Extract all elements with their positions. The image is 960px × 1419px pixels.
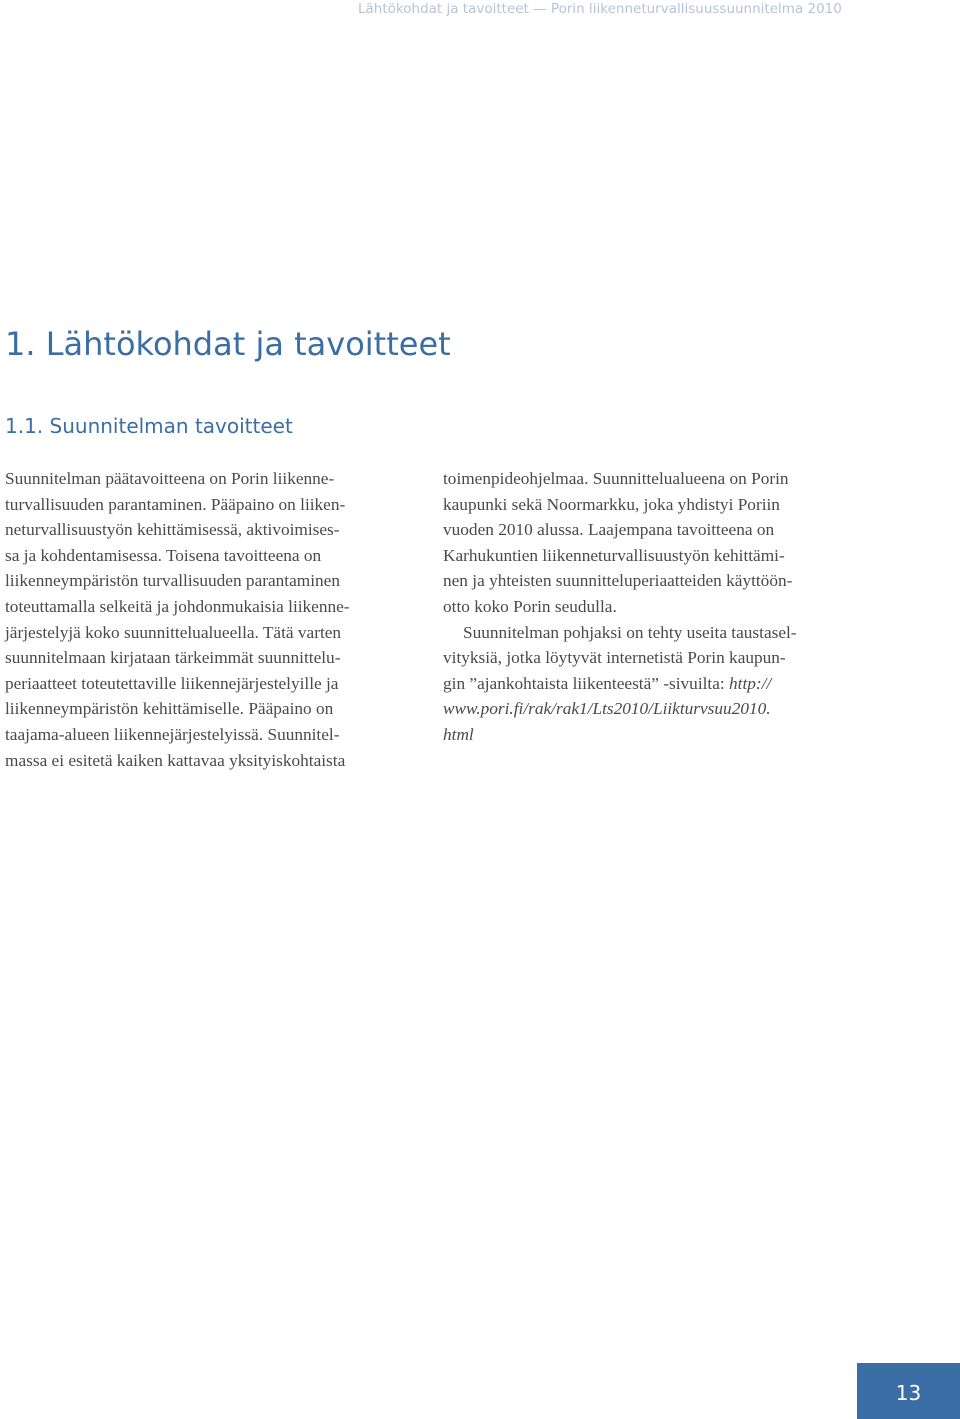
text-line: massa ei esitetä kaiken kattavaa yksityiskohtaista [5,750,346,770]
text-line: Suunnitelman päätavoitteena on Porin liikenne- [5,469,335,488]
paragraph-2 [443,620,863,748]
text-line: toimenpideohjelmaa. Suunnittelualueena on Porin [443,469,789,488]
text-line: neturvallisuustyön kehittämisessä, aktivoimises- [5,520,340,540]
text-line: taajama-alueen liikennejärjestelyissä. Suunnitel- [5,724,340,744]
page-number-box [857,1363,960,1419]
url-link-part[interactable]: http:// [729,673,772,693]
body-column-left [5,466,425,773]
text-line: suunnitelmaan kirjataan tärkeimmät suunnittelu- [5,648,341,668]
text-line: nen ja yhteisten suunnitteluperiaatteiden käyttöön- [443,571,793,591]
text-line: kaupunki sekä Noormarkku, joka yhdistyi Poriin [443,494,780,514]
text-line: liikenneympäristön turvallisuuden parantaminen [5,571,340,591]
paragraph-1 [5,466,425,773]
text-line: Suunnitelman pohjaksi on tehty useita taustasel- [463,622,797,642]
text-line: turvallisuuden parantaminen. Pääpaino on liiken- [5,494,346,514]
text-line [443,722,863,748]
text-line: periaatteet toteutettaville liikennejärjestelyille ja [5,673,339,693]
paragraph-1-continued [443,466,863,620]
running-header: Lähtökohdat ja tavoitteet — Porin liikenneturvallisuussuunnitelma 2010 [358,1,842,17]
text-line: toteuttamalla selkeitä ja johdonmukaisia liikenne- [5,596,350,616]
url-link-part[interactable]: www.pori.fi/rak/rak1/Lts2010/Liikturvsuu2010. [443,699,771,719]
text-line: vityksiä, jotka löytyvät internetistä Porin kaupun- [443,648,786,668]
section-title: 1.1. Suunnitelman tavoitteet [5,414,293,438]
text-line: vuoden 2010 alussa. Laajempana tavoitteena on [443,520,775,540]
body-column-right [443,466,863,748]
text-fragment: gin ”ajankohtaista liikenteestä” -sivuilta: [443,673,730,693]
text-line: sa ja kohdentamisessa. Toisena tavoitteena on [5,545,322,565]
text-line [443,696,863,722]
text-line: otto koko Porin seudulla. [443,596,617,616]
page-number: 13 [895,1381,922,1405]
text-line: järjestelyjä koko suunnittelualueella. Tätä varten [5,622,342,642]
url-link-part[interactable]: html [443,724,474,744]
chapter-title: 1. Lähtökohdat ja tavoitteet [5,325,451,363]
text-line: Karhukuntien liikenneturvallisuustyön kehittämi- [443,545,785,565]
text-line [443,671,863,697]
text-line: liikenneympäristön kehittämiselle. Pääpaino on [5,699,334,719]
